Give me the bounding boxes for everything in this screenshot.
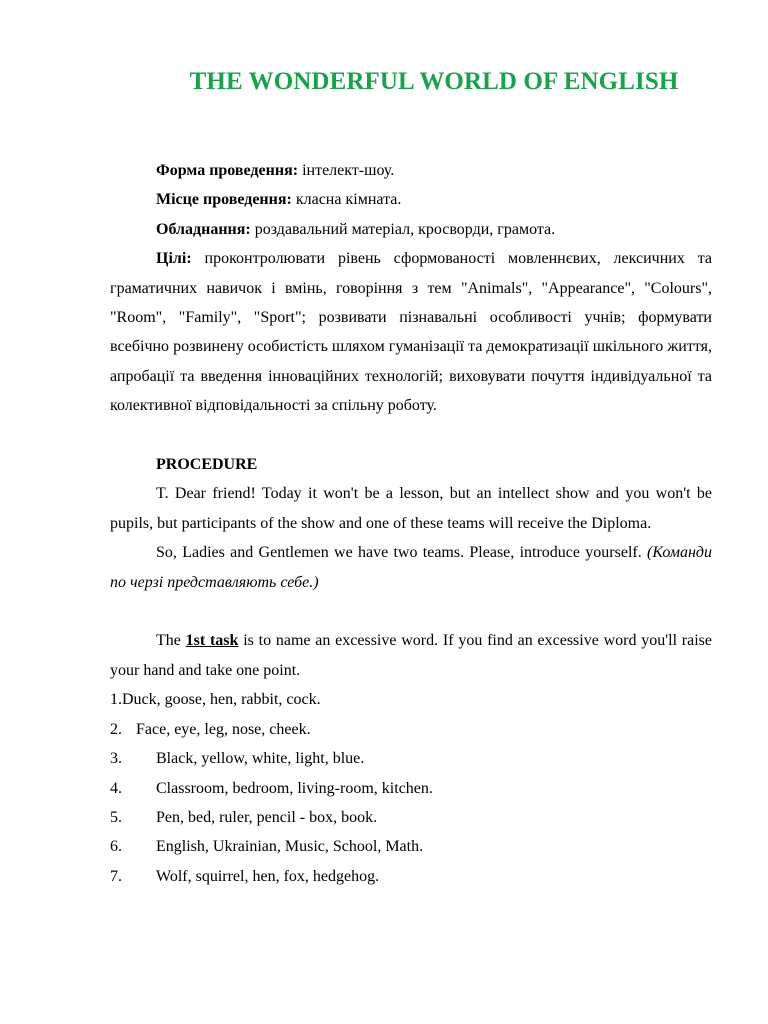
meta-place (110, 185, 712, 214)
list-item (110, 832, 712, 861)
goals-text: проконтролювати рівень сформованості мовленнєвих, лексичних та граматичних навичок і вмінь, говоріння з тем "Animals", "Appearance", "Colours", "Room", "Family", "Sport"; розвивати пізнавальні особливості учнів; формувати всебічно розвинену особистість шляхом гуманізації та демократизації шкільного життя, апробації та введення інноваційних технологій; виховувати почуття індивідуальної та колективної відповідальності за спільну роботу. (110, 250, 712, 415)
meta-value: класна кімната. (291, 191, 402, 209)
procedure-heading (110, 450, 712, 479)
procedure-p2-note: (Команди по черзі представляють себе.) (110, 544, 712, 591)
task-label: 1st task (185, 632, 239, 650)
goals-label: Цілі: (156, 250, 192, 268)
procedure-paragraph-2 (110, 538, 712, 597)
meta-form (110, 156, 712, 185)
meta-value: інтелект-шоу. (298, 162, 395, 179)
meta-label: Обладнання: (156, 220, 251, 238)
list-item (110, 685, 712, 714)
meta-equipment (110, 215, 712, 244)
list-item-text: Pen, bed, ruler, pencil - box, book. (156, 808, 378, 826)
document-title: THE WONDERFUL WORLD OF ENGLISH (189, 68, 679, 95)
task-paragraph (110, 626, 712, 685)
task-post: is to name an excessive word. If you find an excessive word you'll raise your hand and take one point. (110, 632, 713, 679)
list-item (110, 774, 712, 803)
excessive-word-list (110, 685, 712, 891)
meta-label: Місце проведення: (156, 191, 292, 209)
list-item (110, 715, 712, 744)
list-item-text: Black, yellow, white, light, blue. (156, 750, 365, 768)
list-item (110, 803, 712, 832)
list-item (110, 744, 712, 773)
list-item-number: 4. (110, 779, 122, 797)
list-item-number: 5. (110, 808, 122, 826)
meta-label: Форма проведення: (156, 162, 299, 179)
list-item-text: English, Ukrainian, Music, School, Math. (156, 838, 424, 856)
list-item-number: 6. (110, 838, 122, 856)
list-item-number: 3. (110, 750, 122, 768)
list-item-text: Face, eye, leg, nose, cheek. (136, 720, 311, 738)
list-item-number: 1. (110, 691, 122, 709)
list-item-text: Wolf, squirrel, hen, fox, hedgehog. (156, 867, 380, 885)
goals-paragraph (110, 244, 712, 420)
list-item-number: 2. (110, 720, 122, 738)
document-body (110, 156, 712, 891)
list-item (110, 862, 712, 891)
procedure-p2-text: So, Ladies and Gentlemen we have two teams. Please, introduce yourself. (156, 544, 642, 562)
procedure-paragraph-1: T. Dear friend! Today it won't be a lesson, but an intellect show and you won't be pupils, but participants of the show and one of these teams will receive the Diploma. (110, 485, 712, 532)
meta-value: роздавальний матеріал, кросворди, грамота. (250, 220, 556, 238)
task-pre: The (156, 632, 186, 650)
list-item-number: 7. (110, 867, 122, 885)
procedure-heading-text: PROCEDURE (156, 456, 258, 474)
list-item-text: Duck, goose, hen, rabbit, cock. (122, 691, 321, 709)
list-item-text: Classroom, bedroom, living-room, kitchen. (156, 779, 433, 797)
